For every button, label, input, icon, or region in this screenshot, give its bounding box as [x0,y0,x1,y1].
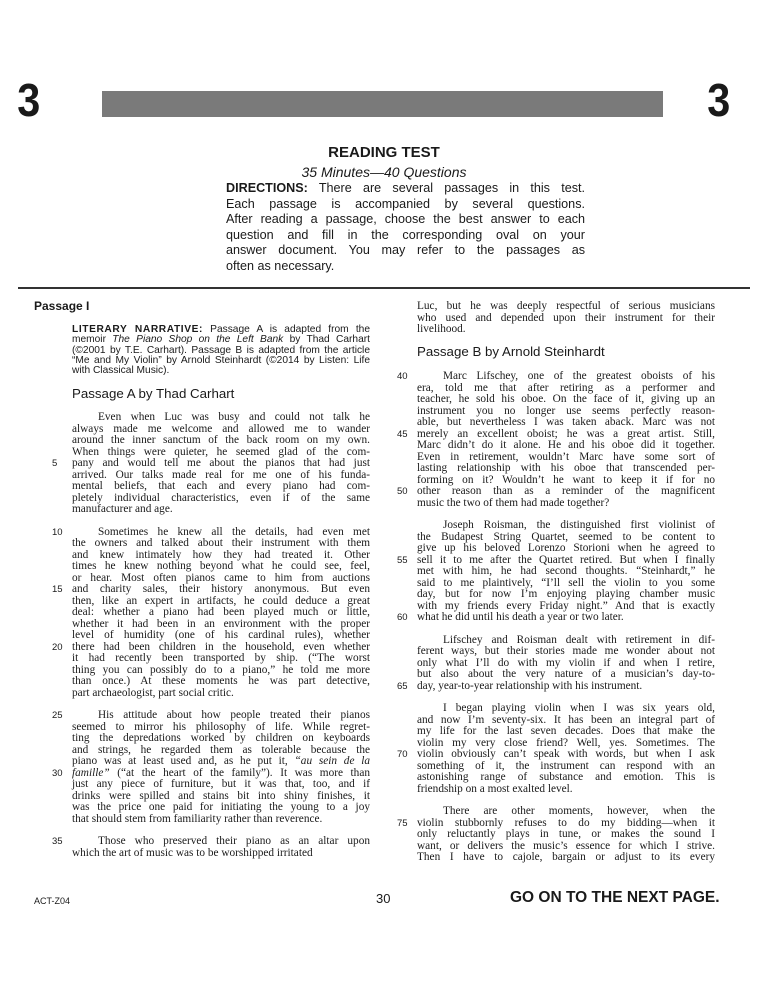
line-text: instrument you no longer use seems perfectly reason- [417,404,715,417]
line-text: arrived. Our talks made real for me one of his funda- [72,468,370,481]
intro-line [72,366,370,376]
line-text: era, told me that after retiring as a performer and [417,381,715,394]
line-text: astonishing range of substance and emotion. This is [417,771,715,783]
line-number: 15 [52,584,63,595]
directions-label: DIRECTIONS: [226,181,308,195]
intro-text: (©2001 by T.E. Carhart). Passage B is adapted from the article [72,344,370,356]
directions-line [226,197,585,213]
footer-code: ACT-Z04 [34,896,71,906]
line-text: merely an excellent oboist; he was a great artist. Still, [417,427,715,440]
line-text: manufacturer and age. [72,503,173,515]
line-text: music the two of them had made together? [417,496,610,509]
line-number: 65 [397,680,408,692]
line-text: give up his beloved Lorenzo Storioni when he agreed to [417,542,715,554]
paragraph [52,525,370,700]
line-text: who used and depended upon their instrument for their [417,311,715,324]
page-title: READING TEST [328,144,440,161]
line-text: my life for the last seven decades. Does that make the [417,725,715,737]
line-number: 30 [52,767,63,779]
paragraph [397,519,715,624]
line-text: and knew intimately how they had treated it. Other [72,548,370,561]
directions-text: After reading a passage, choose the best answer to each [226,212,585,227]
directions-text: Each passage is accompanied by several questions. [226,196,585,211]
line-text: forming on it? Wouldn’t he want to keep it if for no [417,473,715,486]
passage-b-heading: Passage B by Arnold Steinhardt [417,344,605,359]
directions-text: answer document. You may refer to the passages as [226,243,585,258]
line-text: only what I’ll do with my violin if and when I retire, [417,656,715,669]
line-text: around the inner sanctum of the back room on my own. [72,434,370,446]
line-text: Then I have to cajole, bargain or adjust to its every [417,851,715,863]
intro-text: Passage A is adapted from the [203,324,370,335]
intro-label: LITERARY NARRATIVE: [72,324,203,335]
directions [226,181,585,275]
line-text: always made me welcome and allowed me to wander [72,422,370,435]
text-line [417,852,715,864]
line-text: seemed to mirror his philosophy of life. While regret- [72,720,370,733]
line-text: said to me plaintively, “I’ll sell the violin to you some [417,576,715,589]
text-line [397,611,715,624]
line-text: met with him, he had second thoughts. “Steinhardt,” he [417,565,715,577]
passage-a-text [52,411,371,870]
line-text: lasting relationship with his oboe that transcended per- [417,462,715,474]
paragraph [397,702,715,795]
line-text: ting the depredations worked by children on keyboards [72,732,370,744]
divider [18,287,750,289]
line-text: something of it, the instrument can respond with an [417,759,715,772]
line-text: it had recently been transported by ship. (“The worst [72,652,370,664]
line-number: 45 [397,428,408,440]
text-line [72,688,370,700]
line-text: day, year-to-year relationship with his instrument. [417,679,643,692]
directions-line [226,243,585,259]
line-text: I began playing violin when I was six years old, [443,702,715,714]
line-text: that should stem from familiarity rather than reverence. [72,812,323,825]
line-text: whether it had been in an environment with the proper [72,617,370,630]
go-on-next-page: GO ON TO THE NEXT PAGE. [510,889,720,906]
book-title: The Piano Shop on the Left Bank [112,334,284,346]
paragraph [52,835,370,859]
paragraph [397,370,715,509]
italic-text: famille” [72,766,110,779]
line-text: but also about the very nature of a musician’s day-to- [417,668,715,680]
passage-b-text [397,370,715,875]
line-number: 10 [52,526,63,538]
line-number: 50 [397,486,408,497]
line-text: drinks were spilled and stains bit into shiny finishes, it [72,789,370,802]
line-text: the owners and talked about their instrument with them [72,537,370,549]
paragraph [52,709,371,825]
text-line [417,498,715,510]
passage-intro [72,325,370,376]
directions-line [226,181,585,197]
line-text: piano was at least used and, as he put it, [72,755,295,767]
directions-line [226,212,585,228]
line-number: 70 [397,749,408,760]
line-text: pletely individual characteristics, even if of the same [72,491,370,504]
line-text: Even in retirement, wouldn’t Marc have some sort of [417,450,715,463]
passage-label: Passage I [34,299,90,313]
line-text: Marc Lifschey, one of the greatest oboists of his [443,370,715,382]
line-text: livelihood. [417,323,466,335]
line-text: teacher, he sold his oboe. On the face of it, giving up an [417,393,715,405]
paragraph [52,411,370,516]
line-number: 5 [52,458,58,469]
directions-text: question and fill in the corresponding oval on your [226,227,585,242]
directions-text: often as necessary. [226,258,335,273]
line-number: 60 [397,612,408,623]
line-text: Marc didn’t do it alone. He and his oboe did it together. [417,439,715,451]
line-text: want, or delivers the music’s essence for which I strive. [417,839,715,852]
line-text: There are other moments, however, when the [443,805,715,817]
intro-text: memoir [72,334,113,346]
paragraph [397,633,715,693]
line-text: able, but nevertheless I was taken aback. Marc was not [417,416,715,428]
text-line [72,848,370,860]
line-text: then, like an expert in artifacts, he could deduce a great [72,594,370,607]
text-line [72,814,370,826]
line-text: or hear. Most often pianos came to him from auctions [72,571,370,584]
line-text: sell it to me after the Quartet retired. But when I finally [417,553,715,566]
line-text: other reason than as a reminder of the magnificent [417,485,715,497]
paragraph [397,805,715,864]
line-text: part archaeologist, part social critic. [72,686,234,699]
line-text: violin stubbornly refuses to do my bidding—when it [417,816,715,829]
line-text: Even when Luc was busy and could not talk he [98,411,370,423]
directions-line [226,228,585,244]
line-number: 75 [397,817,408,829]
line-text: pany and would tell me about the pianos that had just [72,457,370,469]
text-line [417,324,715,336]
line-text: and charity sales, their history anonymous. But even [72,583,370,595]
line-text: just any piece of furniture, but it was that, too, and if [72,778,370,790]
line-text: mental beliefs, that each and every piano had com- [72,480,370,492]
text-line [397,679,715,693]
passage-a-continuation [417,301,715,336]
line-text: When things were quieter, he seemed glad of the com- [72,445,370,458]
italic-text: “au sein de la [294,755,371,767]
section-number-right: 3 [707,74,731,126]
line-text: only reluctantly plays in tune, or makes the sound I [417,828,715,840]
line-text: Sometimes he knew all the details, had even met [98,525,370,538]
line-text: deal: whether a piano had been played much or little, [72,606,370,618]
page-subtitle: 35 Minutes—40 Questions [301,164,467,180]
line-text: and now I’m seventy-six. It has been an integral part of [417,713,715,726]
line-text: and strings, he regarded them as tolerable because the [72,743,370,756]
line-text: (“at the heart of the family”). It was more than [109,766,370,779]
line-number: 20 [52,641,63,653]
intro-text: with Classical Music). [72,365,170,377]
line-text: Those who preserved their piano as an altar upon [98,835,370,847]
line-number: 40 [397,371,408,382]
line-number: 55 [397,554,408,566]
passage-a-heading: Passage A by Thad Carhart [72,386,235,401]
line-text: times he knew nothing beyond what he could see, feel, [72,560,370,572]
line-text: than once.) At these moments he was part detective, [72,675,370,687]
page-number: 30 [376,891,391,906]
directions-text: There are several passages in this test. [307,181,585,195]
line-number: 35 [52,836,63,847]
directions-line [226,259,585,275]
intro-text: “Me and My Violin” by Arnold Steinhardt (©2014 by Listen: Life [72,354,370,366]
line-text: the Budapest String Quartet, seemed to be content to [417,530,715,543]
header-bar [102,91,663,117]
line-text: was the price one paid for initiating the young to a joy [72,801,370,813]
intro-text: by Thad Carhart [283,334,370,346]
line-text: Luc, but he was deeply respectful of serious musicians [417,300,715,312]
line-text: ferent ways, but their stories made me wonder about not [417,645,715,657]
line-text: which the art of music was to be worshipped irritated [72,846,313,859]
line-number: 25 [52,710,63,721]
line-text: there had been children in the household, even whether [72,640,370,653]
line-text: what he did until his death a year or two later. [417,611,624,623]
line-text: His attitude about how people treated their pianos [98,709,370,721]
section-number-left: 3 [17,74,41,126]
line-text: level of humidity (one of his cardinal rules), whether [72,629,370,641]
text-line [72,504,370,516]
line-text: thing you can possibly do to a piano,” he told me more [72,663,370,676]
line-text: friendship on a most exalted level. [417,782,573,795]
text-line [417,784,715,796]
line-text: with my friends every Friday night.” And that is exactly [417,599,715,612]
line-text: Lifschey and Roisman dealt with retirement in dif- [443,633,715,646]
line-text: violin my very close friend? Well, yes. Sometimes. The [417,736,715,749]
line-text: day, but for now I’m enjoying playing chamber music [417,588,715,600]
line-text: violin obviously can’t speak with words, but when I ask [417,748,715,760]
line-text: Joseph Roisman, the distinguished first violinist of [443,519,715,531]
